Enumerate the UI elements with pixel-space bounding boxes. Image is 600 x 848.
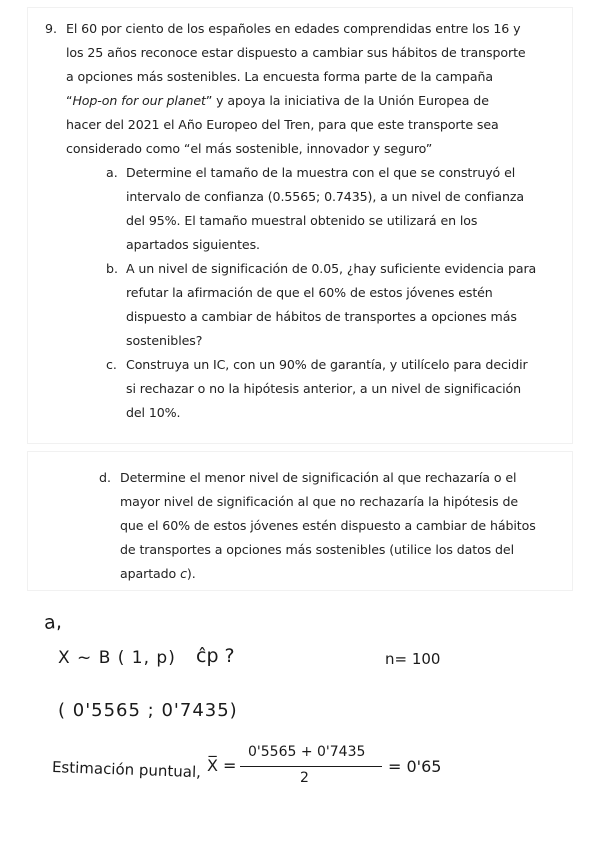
intro-line-6: considerado como “el más sostenible, innovador y seguro”	[66, 141, 433, 156]
handwritten-estimate-label: Estimación puntual,	[51, 758, 202, 782]
part-a-line-1: Determine el tamaño de la muestra con el que se construyó el	[126, 165, 516, 180]
handwritten-result: = 0'65	[388, 757, 442, 776]
intro-line-4: “Hop-on for our planet” y apoya la iniciativa de la Unión Europea de	[66, 93, 489, 108]
handwritten-question: ĉp ?	[196, 645, 235, 667]
part-b-line-4: sostenibles?	[126, 333, 203, 348]
part-b-letter: b.	[106, 261, 118, 276]
handwritten-denominator: 2	[300, 770, 309, 786]
part-a-line-3: del 95%. El tamaño muestral obtenido se utilizará en los	[126, 213, 478, 228]
part-d-line-5: apartado c).	[120, 566, 196, 581]
part-c-line-3: del 10%.	[126, 405, 181, 420]
handwritten-xbar: X̅ =	[207, 756, 237, 775]
part-c-line-2: si rechazar o no la hipótesis anterior, a un nivel de significación	[126, 381, 522, 396]
part-c-letter: c.	[106, 357, 117, 372]
part-a-line-4: apartados siguientes.	[126, 237, 260, 252]
handwritten-sample-size: n= 100	[385, 650, 441, 668]
part-a-letter: a.	[106, 165, 118, 180]
part-b-line-1: A un nivel de significación de 0.05, ¿hay suficiente evidencia para	[126, 261, 537, 276]
handwritten-numerator: 0'5565 + 0'7435	[248, 744, 366, 760]
intro-line-3: a opciones más sostenibles. La encuesta forma parte de la campaña	[66, 69, 493, 84]
part-d-letter: d.	[99, 470, 111, 485]
handwritten-interval: ( 0'5565 ; 0'7435)	[58, 700, 238, 721]
intro-line-2: los 25 años reconoce estar dispuesto a cambiar sus hábitos de transporte	[66, 45, 526, 60]
part-a-line-2: intervalo de confianza (0.5565; 0.7435), a un nivel de confianza	[126, 189, 525, 204]
part-b-line-2: refutar la afirmación de que el 60% de estos jóvenes estén	[126, 285, 493, 300]
fraction-bar	[240, 766, 382, 767]
intro-line-5: hacer del 2021 el Año Europeo del Tren, para que este transporte sea	[66, 117, 499, 132]
handwritten-distribution: X ~ B ( 1, p)	[58, 648, 176, 668]
part-c-line-1: Construya un IC, con un 90% de garantía, y utilícelo para decidir	[126, 357, 528, 372]
handwritten-part-label: a,	[43, 610, 63, 634]
problem-number: 9.	[45, 21, 58, 36]
part-d-card	[28, 452, 572, 590]
part-d-line-4: de transportes a opciones más sostenibles (utilice los datos del	[120, 542, 514, 557]
part-d-line-2: mayor nivel de significación al que no rechazaría la hipótesis de	[120, 494, 519, 509]
part-d-line-1: Determine el menor nivel de significación al que rechazaría o el	[120, 470, 517, 485]
intro-line-1: El 60 por ciento de los españoles en edades comprendidas entre los 16 y	[66, 21, 521, 36]
part-b-line-3: dispuesto a cambiar de hábitos de transportes a opciones más	[126, 309, 517, 324]
part-d-line-3: que el 60% de estos jóvenes estén dispuesto a cambiar de hábitos	[120, 518, 536, 533]
problem-card	[28, 8, 572, 443]
campaign-name: Hop-on for our planet	[72, 93, 206, 108]
